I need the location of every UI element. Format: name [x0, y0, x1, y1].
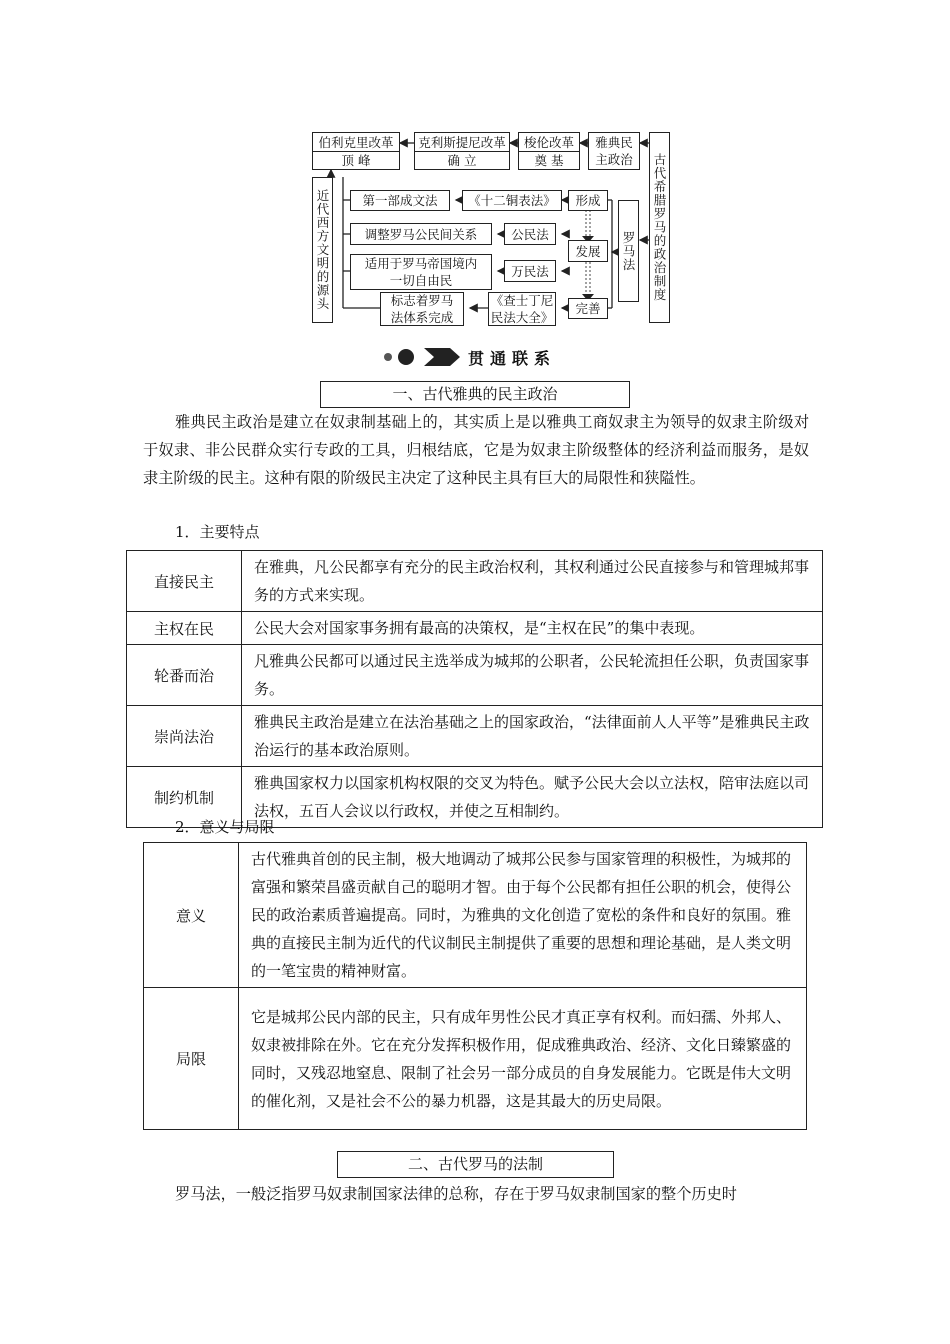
- aspect-desc: 它是城邦公民内部的民主，只有成年男性公民才真正享有权利。而妇孺、外邦人、奴隶被排除在外。它在充分发挥积极作用，促成雅典政治、经济、文化日臻繁盛的同时，又残忍地窒息、限制了社会另一部分成员的自身发展能力。它既是伟大文明的催化剂，又是社会不公的暴力机器，这是其最大的历史局限。: [239, 988, 807, 1130]
- roman-law-box: 罗马法: [618, 200, 639, 302]
- table-row: [144, 843, 807, 988]
- solon-label: 梭伦改革: [519, 134, 579, 152]
- corpus-line-1: 《查士丁尼: [490, 293, 554, 308]
- aspect-desc: 古代雅典首创的民主制，极大地调动了城邦公民参与国家管理的积极性，为城邦的富强和繁荣昌盛贡献自己的聪明才智。由于每个公民都有担任公职的机会，使得公民的政治素质普遍提高。同时，为雅典的文化创造了宽松的条件和良好的氛围。雅典的直接民主制为近代的代议制民主制提供了重要的思想和理论基础，是人类文明的一笔宝贵的精神财富。: [239, 843, 807, 988]
- solon-reform-box: [518, 132, 580, 170]
- first-written-law-box: 第一部成文法: [350, 190, 450, 211]
- section2-heading: 二、古代罗马的法制: [337, 1151, 614, 1178]
- cleisthenes-label: 克利斯提尼改革: [415, 134, 509, 152]
- banner-title: 贯通联系: [468, 348, 557, 368]
- solon-stage: 奠 基: [534, 152, 564, 168]
- feature-name: 崇尚法治: [127, 706, 242, 767]
- table-row: [127, 706, 823, 767]
- significance-table: [143, 842, 807, 1130]
- cleisthenes-reform-box: [414, 132, 510, 170]
- features-table: [126, 550, 823, 828]
- formed-box: 形成: [568, 190, 608, 211]
- subheading-significance: 2．意义与局限: [175, 818, 275, 836]
- cleisthenes-stage: 确 立: [447, 152, 477, 168]
- marks-line-2: 法体系完成: [390, 310, 454, 325]
- twelve-tables-box: 《十二铜表法》: [462, 190, 562, 211]
- athens-democracy-box: [588, 132, 640, 170]
- apply-line-2: 一切自由民: [389, 273, 453, 288]
- develop-box: 发展: [568, 240, 608, 262]
- ancient-systems-box: 古代希腊罗马的政治制度: [649, 132, 670, 323]
- feature-name: 轮番而治: [127, 645, 242, 706]
- justinian-corpus-box: [488, 292, 556, 326]
- corpus-line-2: 民法大全》: [490, 310, 554, 325]
- perfect-box: 完善: [568, 298, 608, 319]
- adjust-relations-box: 调整罗马公民间关系: [350, 223, 492, 245]
- feature-desc: 雅典民主政治是建立在法治基础之上的国家政治，“法律面前人人平等”是雅典民主政治运行的基本政治原则。: [242, 706, 823, 767]
- table-row: [127, 645, 823, 706]
- feature-name: 直接民主: [127, 551, 242, 612]
- feature-desc: 凡雅典公民都可以通过民主选举成为城邦的公职者，公民轮流担任公职，负责国家事务。: [242, 645, 823, 706]
- table-row: [127, 612, 823, 645]
- marks-line-1: 标志着罗马: [390, 293, 454, 308]
- feature-desc: 雅典国家权力以国家机构权限的交叉为特色。赋予公民大会以立法权，陪审法庭以司法权，五百人会议以行政权，并使之互相制约。: [242, 767, 823, 828]
- feature-desc: 在雅典，凡公民都享有充分的民主政治权利，其权利通过公民直接参与和管理城邦事务的方式来实现。: [242, 551, 823, 612]
- athens-label-1: 雅典民: [595, 135, 633, 150]
- pericles-reform-box: [312, 132, 400, 170]
- section1-heading: 一、古代雅典的民主政治: [320, 381, 630, 408]
- subheading-features: 1．主要特点: [175, 523, 260, 541]
- section-banner: [380, 343, 556, 371]
- feature-name: 制约机制: [127, 767, 242, 828]
- aspect-name: 意义: [144, 843, 239, 988]
- banner-bullet-icon: [380, 345, 468, 369]
- feature-desc: 公民大会对国家事务拥有最高的决策权，是“主权在民”的集中表现。: [242, 612, 823, 645]
- table-row: [127, 551, 823, 612]
- law-of-nations-box: 万民法: [504, 260, 556, 282]
- aspect-name: 局限: [144, 988, 239, 1130]
- section2-intro: 罗马法，一般泛指罗马奴隶制国家法律的总称，存在于罗马奴隶制国家的整个历史时: [175, 1185, 737, 1203]
- western-source-box: 近代西方文明的源头: [312, 177, 333, 323]
- pericles-stage: 顶 峰: [341, 152, 371, 168]
- athens-label-2: 主政治: [595, 152, 633, 167]
- table-row: [144, 988, 807, 1130]
- apply-scope-box: [350, 254, 492, 290]
- feature-name: 主权在民: [127, 612, 242, 645]
- pericles-label: 伯利克里改革: [313, 134, 399, 152]
- system-complete-box: [380, 292, 464, 326]
- apply-line-1: 适用于罗马帝国境内: [364, 256, 478, 271]
- section1-intro: 雅典民主政治是建立在奴隶制基础上的，其实质上是以雅典工商奴隶主为领导的奴隶主阶级对于奴隶、非公民群众实行专政的工具，归根结底，它是为奴隶主阶级整体的经济利益而服务，是奴隶主阶级的民主。这种有限的阶级民主决定了这种民主具有巨大的局限性和狭隘性。: [143, 413, 809, 487]
- civil-law-box: 公民法: [504, 223, 556, 245]
